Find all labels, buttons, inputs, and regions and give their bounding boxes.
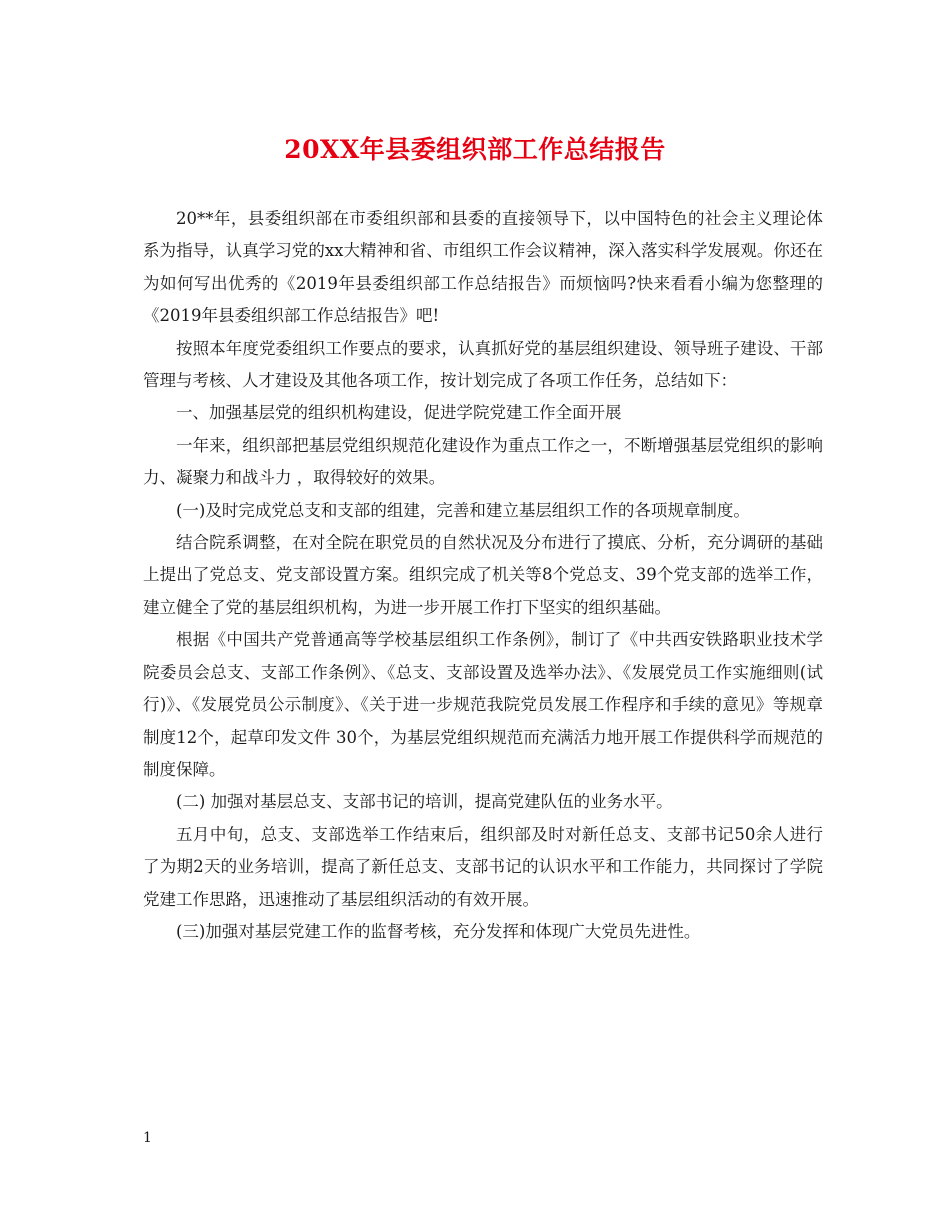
paragraph-subsection-1a: 结合院系调整，在对全院在职党员的自然状况及分布进行了摸底、分析，充分调研的基础上提出了党总支、党支部设置方案。组织完成了机关等8个党总支、39个党支部的选举工作， 建立健全了党的基层组织机构，为进一步开展工作打下坚实的组织基础。 xyxy=(143,533,823,617)
page-number: 1 xyxy=(143,1130,152,1146)
paragraph-section-1: 一年来，组织部把基层党组织规范化建设作为重点工作之一，不断增强基层党组织的影响力、凝聚力和战斗力 ，取得较好的效果。 xyxy=(143,435,823,488)
document-body xyxy=(143,203,823,948)
subheading-3: (三)加强对基层党建工作的监督考核，充分发挥和体现广大党员先进性。 xyxy=(176,921,701,941)
subheading-2: (二) 加强对基层总支、支部书记的培训，提高党建队伍的业务水平。 xyxy=(176,792,673,812)
paragraph-subsection-2: 五月中旬，总支、支部选举工作结束后，组织部及时对新任总支、支部书记50余人进行了为期2天的业务培训，提高了新任总支、支部书记的认识水平和工作能力，共同探讨了学院党建工作思路，迅速推动了基层组织活动的有效开展。 xyxy=(143,824,823,909)
section-heading-1: 一、加强基层党的组织机构建设，促进学院党建工作全面开展 xyxy=(176,403,622,423)
document-title: 20XX年县委组织部工作总结报告 xyxy=(284,135,666,164)
paragraph-intro: 20**年，县委组织部在市委组织部和县委的直接领导下，以中国特色的社会主义理论体系为指导，认真学习党的xx大精神和省、市组织工作会议精神，深入落实科学发展观。你还在为如何写出优秀的《2019年县委组织部工作总结报告》而烦恼吗?快来看看小编为您整理的《2019年县委组织部工作总结报告》吧! xyxy=(143,209,823,326)
paragraph-summary: 按照本年度党委组织工作要点的要求，认真抓好党的基层组织建设、领导班子建设、干部管理与考核、人才建设及其他各项工作，按计划完成了各项工作任务，总结如下： xyxy=(143,338,823,391)
paragraph-subsection-1b: 根据《中国共产党普通高等学校基层组织工作条例》，制订了《中共西安铁路职业技术学院委员会总支、支部工作条例》、《总支、支部设置及选举办法》、《发展党员工作实施细则(试行)》、《发展党员公示制度》、《关于进一步规范我院党员发展工作程序和手续的意见》等规章制度12个，起草印发文件 30个，为基层党组织规范而充满活力地开展工作提供科学而规范的制度保障。 xyxy=(143,630,823,779)
subheading-1: (一)及时完成党总支和支部的组建，完善和建立基层组织工作的各项规章制度。 xyxy=(176,500,750,520)
